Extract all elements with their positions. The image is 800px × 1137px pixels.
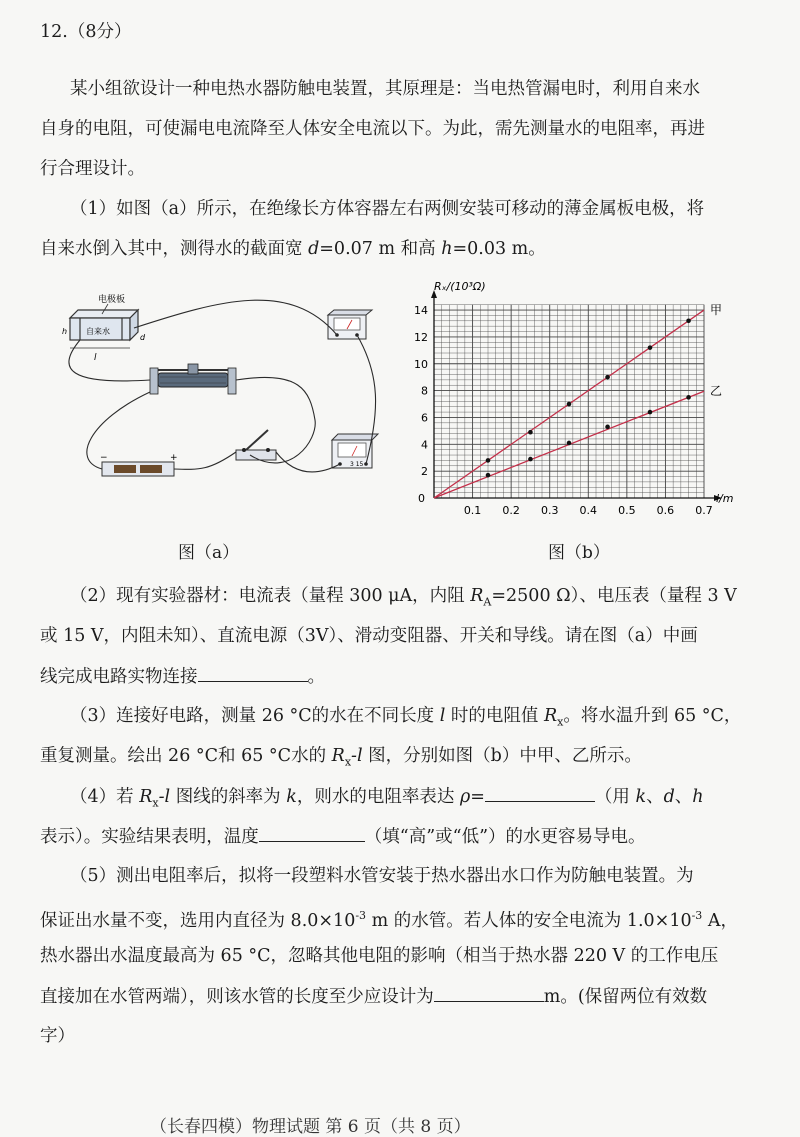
y-tick-label: 2 (421, 465, 428, 479)
part5-line-4 (40, 985, 707, 1008)
battery-minus-label: − (100, 453, 108, 463)
exponent: -3 (355, 909, 367, 922)
graph-y-axis-label: Rₓ/(10³Ω) (434, 280, 486, 293)
part3-line-1 (70, 705, 741, 734)
h-symbol: h (692, 787, 704, 807)
part4-text: ，则水的电阻率表达 (296, 787, 460, 807)
data-point-yi (605, 425, 610, 430)
rx-subscript: x (344, 755, 352, 769)
data-point-jia (686, 318, 691, 323)
x-tick-label: 0.5 (618, 504, 636, 517)
series-jia-label: 甲 (710, 303, 723, 318)
figure-a-apparatus (50, 280, 410, 510)
answer-blank-resistivity[interactable] (485, 785, 595, 802)
rho-symbol: ρ= (459, 787, 485, 807)
part3-text: （3）连接好电路，测量 26 °C的水在不同长度 (70, 706, 440, 726)
graph-ticks (414, 304, 713, 517)
part2-text: 线完成电路实物连接 (40, 667, 198, 687)
data-point-yi (567, 441, 572, 446)
part5-line-2 (40, 905, 738, 932)
data-point-yi (648, 410, 653, 415)
ammeter (328, 310, 372, 339)
rl-expression: -l (351, 746, 363, 766)
x-tick-label: 0.7 (695, 504, 713, 517)
data-point-jia (486, 458, 491, 463)
data-point-jia (648, 345, 653, 350)
y-tick-label: 14 (414, 304, 428, 318)
part4-text: 图线的斜率为 (170, 787, 287, 807)
data-point-jia (605, 375, 610, 380)
part5-text: 保证出水量不变，选用内直径为 8.0×10 (40, 910, 356, 931)
part2-text: （2）现有实验器材：电流表（量程 300 μA，内阻 (70, 586, 471, 606)
intro-line-2: 自身的电阻，可使漏电电流降至人体安全电流以下。为此，需先测量水的电阻率，再进 (40, 119, 705, 139)
electrode-plate-label: 电极板 (98, 295, 126, 305)
y-tick-label: 8 (421, 384, 428, 398)
part4-text: （填“高”或“低”）的水更容易导电。 (364, 827, 646, 847)
part3-text: 。将水温升到 65 °C， (563, 706, 742, 726)
graph-x-axis-label: l/m (716, 492, 734, 505)
part5-text: m 的水管。若人体的安全电流为 1.0×10 (366, 910, 692, 931)
question-number: 12.（8分） (40, 22, 132, 42)
h-symbol: h (441, 239, 453, 259)
intro-line-3: 行合理设计。 (40, 159, 145, 179)
rx-subscript: x (152, 796, 159, 810)
rx-symbol: R (543, 706, 558, 726)
switch (236, 430, 276, 460)
series-yi-label: 乙 (710, 384, 723, 399)
x-tick-label: 0.3 (540, 504, 559, 517)
h-dimension-label: h (62, 327, 68, 336)
part4-text: （用 (594, 787, 636, 807)
data-point-jia (528, 430, 533, 435)
part3-text: 时的电阻值 (445, 706, 544, 726)
ra-symbol: R (470, 586, 484, 606)
x-tick-label: 0.6 (656, 504, 675, 517)
k-symbol: k (635, 787, 647, 807)
ra-subscript: A (483, 595, 492, 609)
part2-line-3 (40, 665, 325, 688)
data-point-yi (686, 395, 691, 400)
part2-line-1 (70, 585, 737, 614)
x-tick-label: 0.2 (502, 504, 520, 517)
figure-b-caption: 图（b） (548, 543, 610, 563)
k-symbol: k (286, 787, 297, 807)
x-tick-label: 0.4 (579, 504, 598, 517)
figure-b-graph (410, 276, 750, 526)
rx-symbol: R (139, 787, 153, 807)
part2-text: =2500 Ω）、电压表（量程 3 V (491, 586, 737, 606)
y-tick-label: 12 (414, 330, 428, 344)
part1-text: =0.07 m 和高 (319, 239, 442, 259)
battery (100, 453, 178, 476)
x-tick-label: 0.1 (463, 504, 482, 517)
part3-text: 重复测量。绘出 26 °C和 65 °C水的 (40, 746, 332, 766)
part1-line-2 (40, 238, 546, 260)
rx-symbol: R (331, 746, 345, 766)
part4-text: （4）若 (70, 787, 140, 807)
part4-line-1 (70, 785, 704, 815)
answer-blank-length[interactable] (434, 985, 544, 1002)
part5-line-3: 热水器出水温度最高为 65 °C，忽略其他电阻的影响（相当于热水器 220 V 的工作电压 (40, 946, 719, 966)
data-point-yi (486, 473, 491, 478)
part3-line-2 (40, 745, 642, 774)
part4-text: 表示）。实验结果表明，温度 (40, 827, 259, 847)
figure-a-caption: 图（a） (178, 543, 240, 563)
voltmeter-scale-label: 3 15 (350, 461, 364, 468)
part5-text: A， (702, 910, 739, 931)
data-point-yi (528, 457, 533, 462)
part5-line-1: （5）测出电阻率后，拟将一段塑料水管安装于热水器出水口作为防触电装置。为 (70, 866, 694, 886)
y-tick-label: 4 (421, 438, 428, 452)
rx-subscript: x (557, 715, 564, 729)
part2-text: 。 (307, 667, 325, 687)
rl-expression: -l (158, 787, 171, 807)
rheostat (150, 364, 236, 394)
water-label: 自来水 (86, 327, 110, 336)
separator: 、 (674, 787, 693, 807)
part5-text: m。(保留两位有效数 (543, 987, 708, 1007)
part3-text: 图，分别如图（b）中甲、乙所示。 (362, 746, 642, 766)
answer-blank-temperature[interactable] (259, 825, 365, 842)
d-dimension-label: d (140, 333, 146, 342)
part1-text: 自来水倒入其中，测得水的截面宽 (40, 239, 309, 259)
d-symbol: d (663, 787, 675, 807)
separator: 、 (646, 787, 664, 807)
part1-line-1: （1）如图（a）所示，在绝缘长方体容器左右两侧安装可移动的薄金属板电极，将 (70, 199, 705, 219)
intro-line-1: 某小组欲设计一种电热水器防触电装置，其原理是：当电热管漏电时，利用自来水 (70, 79, 700, 99)
page-footer: （长春四模）物理试题 第 6 页（共 8 页） (150, 1117, 471, 1137)
l-dimension-label: l (94, 353, 97, 363)
part5-text: 直接加在水管两端），则该水管的长度至少应设计为 (40, 987, 434, 1007)
exponent: -3 (691, 909, 703, 922)
battery-plus-label: + (170, 453, 178, 463)
part4-line-2 (40, 825, 646, 848)
d-symbol: d (308, 239, 320, 259)
graph-series (434, 310, 704, 498)
part5-line-5: 字） (40, 1026, 75, 1046)
part2-line-2: 或 15 V，内阻未知）、直流电源（3V）、滑动变阻器、开关和导线。请在图（a）中画 (40, 626, 698, 646)
part1-text: =0.03 m。 (452, 239, 546, 259)
graph-origin-label: 0 (418, 492, 425, 505)
data-point-jia (567, 402, 572, 407)
l-symbol: l (439, 706, 446, 726)
answer-blank-circuit[interactable] (198, 665, 308, 682)
y-tick-label: 10 (414, 357, 428, 371)
y-tick-label: 6 (421, 411, 428, 425)
